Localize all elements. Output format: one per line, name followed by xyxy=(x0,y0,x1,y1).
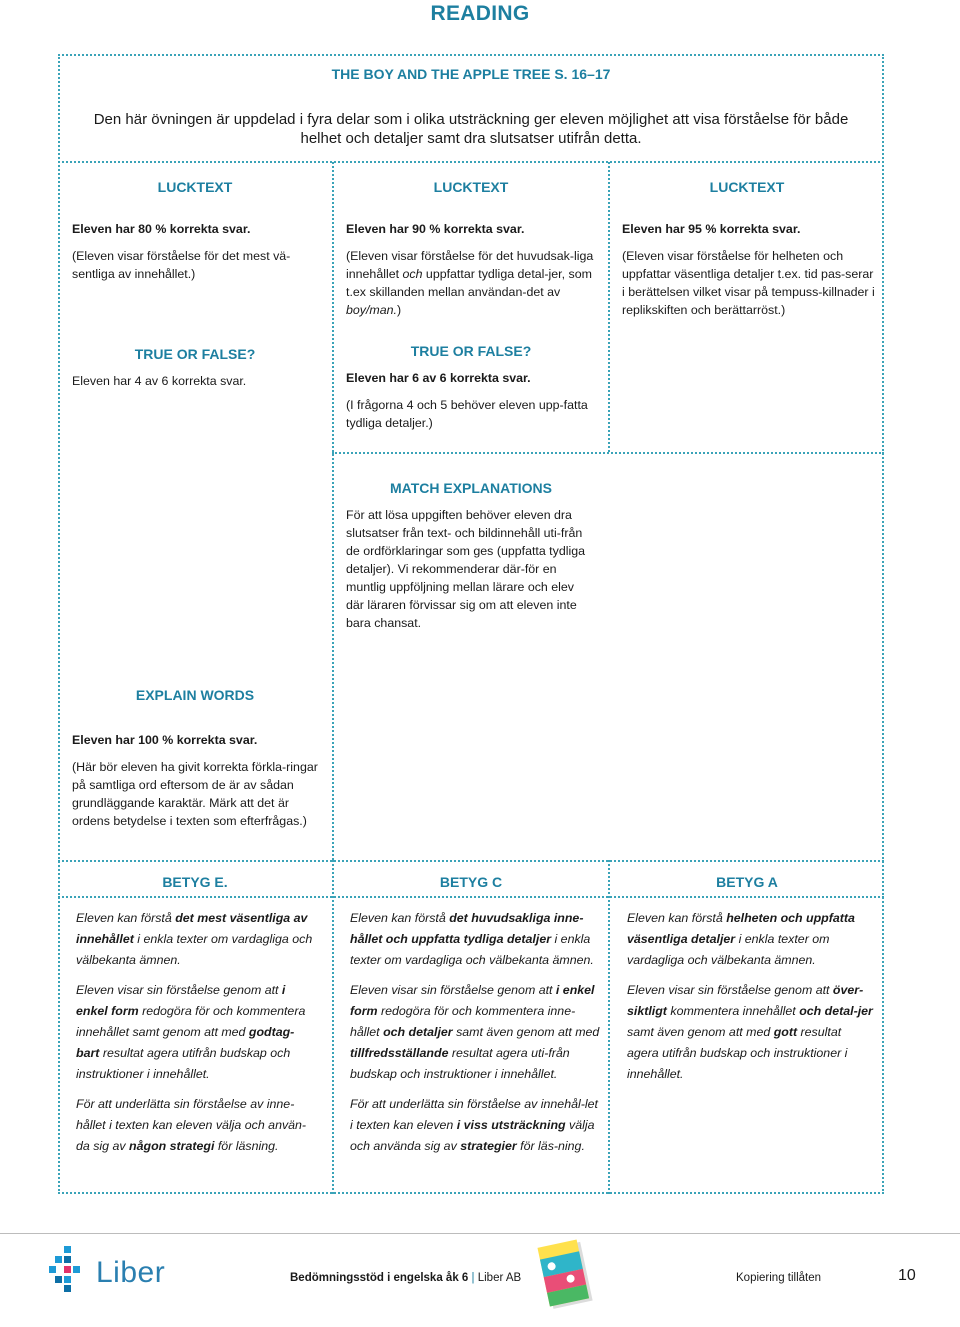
divider xyxy=(332,860,334,1194)
emphasis-text: någon strategi xyxy=(129,1139,215,1153)
grade-text-run: Eleven visar sin förståelse genom att xyxy=(627,983,833,997)
grade-paragraph xyxy=(627,980,873,1085)
emphasis-text: i viss utsträckning xyxy=(456,1118,566,1132)
result-text: Eleven har 100 % korrekta svar. xyxy=(72,733,258,747)
grade-text-run: för läs-ning. xyxy=(516,1139,585,1153)
true-false-result-1: Eleven har 4 av 6 korrekta svar. xyxy=(72,374,247,388)
divider xyxy=(332,162,334,860)
grade-text-run: För att underlätta sin förståelse av innehål-let i texten kan eleven xyxy=(350,1097,598,1132)
page-number: 10 xyxy=(898,1267,916,1284)
grade-paragraph xyxy=(76,908,316,971)
divider xyxy=(58,860,884,862)
grade-a-text xyxy=(627,908,873,1094)
emphasis-text: tillfredsställande xyxy=(350,1046,449,1060)
note-text xyxy=(346,247,596,319)
grade-text-run: i enkla texter om vardagliga och välbekanta ämnen. xyxy=(76,932,313,967)
grade-text-run: resultat agera utifrån budskap och instruktioner i innehållet. xyxy=(76,1046,291,1081)
book-cover-icon xyxy=(518,1238,600,1316)
match-explanations-text: För att lösa uppgiften behöver eleven dra slutsatser från text- och bildinnehåll uti-från de ordförklaringar som ges (uppfatta tydliga detaljer). Vi rekommenderar där-för en muntlig uppföljning mellan lärare och elev där läraren förvissar sig om att eleven inte bara chansat. xyxy=(346,508,585,630)
grade-text-run: kommentera innehållet xyxy=(666,1004,800,1018)
grade-text-run: i enkla texter om vardagliga och välbekanta ämnen. xyxy=(350,932,594,967)
true-false-column-2 xyxy=(346,369,596,432)
note-part: ) xyxy=(396,303,402,317)
note-part: uppfattar tydliga detal-jer, som t.ex skillanden mellan användan-det av xyxy=(346,267,592,299)
note-text: (Här bör eleven ha givit korrekta förkla-ringar på samtliga ord eftersom de är av sådan grundläggande karaktär. Märk att det är ordens betydelse i texten som efterfrågas.) xyxy=(72,760,318,828)
result-text: Eleven har 6 av 6 korrekta svar. xyxy=(346,371,531,385)
true-false-heading-1: TRUE OR FALSE? xyxy=(134,346,256,362)
emphasis-text: det huvudsakliga inne-hållet och uppfatta tydliga detaljer xyxy=(350,911,584,946)
note-text: (I frågorna 4 och 5 behöver eleven upp-fatta tydliga detaljer.) xyxy=(346,398,588,430)
note-italic-och: och xyxy=(402,267,423,281)
grade-paragraph xyxy=(627,908,873,971)
note-text: (Eleven visar förståelse för det mest vä-sentliga av innehållet.) xyxy=(72,249,291,281)
note-italic-example: boy/man. xyxy=(346,303,397,317)
grade-paragraph xyxy=(350,908,602,971)
lucktext-heading-1: LUCKTEXT xyxy=(157,179,233,195)
divider xyxy=(608,162,610,452)
grade-text-run: Eleven kan förstå xyxy=(76,911,176,925)
footer-book-info xyxy=(290,1270,521,1286)
divider xyxy=(332,452,884,454)
grade-text-run: samt även genom att med xyxy=(452,1025,600,1039)
emphasis-text: det mest väsentliga av innehållet xyxy=(76,911,308,946)
explain-words-column xyxy=(72,731,318,830)
grade-text-run: För att underlätta sin förståelse av inne-hållet i texten kan eleven välja och använ-da sig av xyxy=(76,1097,307,1153)
grade-text-run: Eleven kan förstå xyxy=(627,911,727,925)
grade-text-run: i enkla texter om vardagliga och välbekanta ämnen. xyxy=(627,932,830,967)
grade-paragraph xyxy=(350,980,602,1085)
lucktext-column-3 xyxy=(622,220,876,319)
note-text: (Eleven visar förståelse för helheten och uppfattar väsentliga detaljer t.ex. tid pas-serar i berättelsen vilket visar på tempuss-killnader i replikskiften och berättarröst.) xyxy=(622,249,875,317)
grade-text-run: redogöra för och kommentera inne-hållet xyxy=(350,1004,576,1039)
emphasis-text: över-siktligt xyxy=(627,983,864,1018)
grade-paragraph xyxy=(76,980,316,1085)
explain-words-heading: EXPLAIN WORDS xyxy=(135,687,255,703)
result-text: Eleven har 80 % korrekta svar. xyxy=(72,222,251,236)
grade-text-run: redogöra för och kommentera innehållet samt genom att med xyxy=(76,1004,306,1039)
emphasis-text: strategier xyxy=(460,1139,517,1153)
emphasis-text: gott xyxy=(773,1025,798,1039)
grade-c-heading: BETYG C xyxy=(439,874,503,890)
match-explanations-heading: MATCH EXPLANATIONS xyxy=(389,480,553,496)
publisher: Liber AB xyxy=(477,1272,522,1284)
lucktext-column-2 xyxy=(346,220,596,319)
result-text: Eleven har 95 % korrekta svar. xyxy=(622,222,801,236)
grade-text-run: resultat agera utifrån budskap och instruktioner i innehållet. xyxy=(627,1025,848,1081)
result-text: Eleven har 90 % korrekta svar. xyxy=(346,222,525,236)
section-title: THE BOY AND THE APPLE TREE S. 16–17 xyxy=(331,66,611,82)
divider xyxy=(58,161,884,163)
lucktext-heading-2: LUCKTEXT xyxy=(433,179,509,195)
emphasis-text: i enkel form xyxy=(76,983,286,1018)
grade-text-run: samt även genom att med xyxy=(627,1025,774,1039)
intro-text: Den här övningen är uppdelad i fyra delar som i olika utsträckning ger eleven möjlighet att visa förståelse för både helhet och detaljer samt dra slutsatser utifrån detta. xyxy=(93,111,849,147)
grade-text-run: Eleven visar sin förståelse genom att xyxy=(76,983,282,997)
logo-text: Liber xyxy=(96,1256,166,1289)
emphasis-text: godtag-bart xyxy=(76,1025,295,1060)
lucktext-column-1 xyxy=(72,220,320,283)
copy-note: Kopiering tillåten xyxy=(736,1272,822,1284)
grade-text-run: Eleven visar sin förståelse genom att xyxy=(350,983,556,997)
emphasis-text: och detaljer xyxy=(383,1025,453,1039)
separator-icon: | xyxy=(471,1272,475,1284)
page-title: READING xyxy=(430,2,530,25)
grade-e-heading: BETYG E. xyxy=(162,874,228,890)
divider xyxy=(608,860,610,1194)
grade-e-text xyxy=(76,908,316,1166)
grade-text-run: resultat agera uti-från budskap och instruktioner i innehållet. xyxy=(350,1046,570,1081)
emphasis-text: och detal-jer xyxy=(799,1004,873,1018)
emphasis-text: helheten och uppfatta väsentliga detaljer xyxy=(627,911,855,946)
book-title: Bedömningsstöd i engelska åk 6 xyxy=(290,1272,469,1284)
lucktext-heading-3: LUCKTEXT xyxy=(709,179,785,195)
grade-a-heading: BETYG A xyxy=(716,874,778,890)
note-part: (Eleven visar förståelse för det huvudsak-liga innehållet xyxy=(346,249,594,281)
divider xyxy=(58,896,884,898)
grade-paragraph xyxy=(350,1094,602,1157)
true-false-heading-2: TRUE OR FALSE? xyxy=(410,343,532,359)
grade-text-run: välja och använda sig av xyxy=(350,1118,595,1153)
grade-paragraph xyxy=(76,1094,316,1157)
grade-text-run: Eleven kan förstå xyxy=(350,911,450,925)
grade-text-run: för läsning. xyxy=(214,1139,279,1153)
grade-c-text xyxy=(350,908,602,1166)
footer-divider xyxy=(0,1233,960,1234)
emphasis-text: i enkel form xyxy=(350,983,595,1018)
